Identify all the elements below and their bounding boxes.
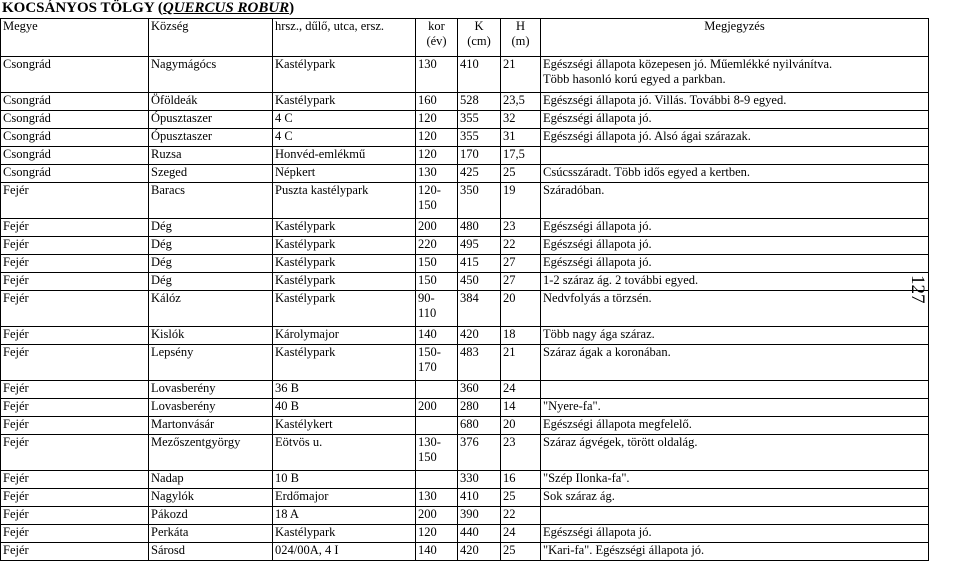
cell-kor: 130	[416, 57, 458, 93]
cell-hrsz: Kastélypark	[273, 291, 416, 327]
cell-megjegyzes: "Nyere-fa".	[541, 399, 929, 417]
table-row	[1, 93, 929, 111]
cell-k: 495	[458, 237, 501, 255]
cell-kozseg: Nadap	[149, 471, 273, 489]
cell-kor: 200	[416, 507, 458, 525]
cell-megjegyzes: Egészségi állapota jó.	[541, 255, 929, 273]
cell-hrsz: Kastélypark	[273, 237, 416, 255]
cell-hrsz: Kastélypark	[273, 219, 416, 237]
cell-h: 20	[501, 291, 541, 327]
cell-megye: Fejér	[1, 237, 149, 255]
cell-megye: Fejér	[1, 489, 149, 507]
title-main: KOCSÁNYOS TÖLGY (	[2, 0, 163, 16]
cell-megye: Fejér	[1, 435, 149, 471]
cell-k: 420	[458, 543, 501, 561]
table-row	[1, 183, 929, 219]
col-header-kozseg: Község	[149, 19, 273, 57]
cell-k: 355	[458, 111, 501, 129]
cell-kor: 120- 150	[416, 183, 458, 219]
cell-k: 330	[458, 471, 501, 489]
cell-kor: 130	[416, 489, 458, 507]
cell-kozseg: Kislók	[149, 327, 273, 345]
cell-hrsz: Kastélykert	[273, 417, 416, 435]
cell-hrsz: Kastélypark	[273, 525, 416, 543]
cell-kor: 120	[416, 525, 458, 543]
cell-kozseg: Szeged	[149, 165, 273, 183]
cell-k: 390	[458, 507, 501, 525]
col-header-megye: Megye	[1, 19, 149, 57]
title-latin-name: QUERCUS ROBUR	[162, 0, 290, 16]
table-row	[1, 219, 929, 237]
cell-hrsz: 4 C	[273, 129, 416, 147]
cell-kor: 120	[416, 111, 458, 129]
cell-hrsz: 10 B	[273, 471, 416, 489]
cell-kor: 150	[416, 273, 458, 291]
cell-megye: Fejér	[1, 255, 149, 273]
cell-kozseg: Martonvásár	[149, 417, 273, 435]
cell-megye: Fejér	[1, 507, 149, 525]
cell-megye: Fejér	[1, 327, 149, 345]
cell-kozseg: Lepsény	[149, 345, 273, 381]
cell-kor: 160	[416, 93, 458, 111]
cell-h: 27	[501, 273, 541, 291]
cell-kozseg: Lovasberény	[149, 399, 273, 417]
document-title	[2, 0, 294, 17]
cell-k: 528	[458, 93, 501, 111]
cell-k: 170	[458, 147, 501, 165]
cell-megjegyzes: Egészségi állapota jó.	[541, 111, 929, 129]
table-row	[1, 399, 929, 417]
cell-kozseg: Dég	[149, 219, 273, 237]
cell-hrsz: 40 B	[273, 399, 416, 417]
cell-kozseg: Mezőszentgyörgy	[149, 435, 273, 471]
cell-megjegyzes	[541, 381, 929, 399]
cell-k: 420	[458, 327, 501, 345]
cell-kozseg: Kálóz	[149, 291, 273, 327]
table-row	[1, 111, 929, 129]
cell-hrsz: Eötvös u.	[273, 435, 416, 471]
cell-kor: 200	[416, 219, 458, 237]
cell-megjegyzes: Egészségi állapota jó. Villás. További 8-9 egyed.	[541, 93, 929, 111]
cell-kozseg: Nagymágócs	[149, 57, 273, 93]
tree-register-table	[0, 18, 929, 561]
cell-k: 480	[458, 219, 501, 237]
cell-megjegyzes: Több nagy ága száraz.	[541, 327, 929, 345]
cell-kozseg: Sárosd	[149, 543, 273, 561]
table-row	[1, 543, 929, 561]
col-header-h: H (m)	[501, 19, 541, 57]
table-row	[1, 381, 929, 399]
cell-megye: Fejér	[1, 219, 149, 237]
cell-hrsz: Honvéd-emlékmű	[273, 147, 416, 165]
table-row	[1, 507, 929, 525]
cell-megjegyzes: Sok száraz ág.	[541, 489, 929, 507]
cell-hrsz: 18 A	[273, 507, 416, 525]
cell-kor	[416, 417, 458, 435]
cell-k: 280	[458, 399, 501, 417]
cell-kozseg: Ópusztaszer	[149, 129, 273, 147]
table-row	[1, 57, 929, 93]
cell-h: 27	[501, 255, 541, 273]
cell-h: 23,5	[501, 93, 541, 111]
cell-megye: Csongrád	[1, 165, 149, 183]
cell-megye: Csongrád	[1, 57, 149, 93]
cell-hrsz: 024/00A, 4 I	[273, 543, 416, 561]
cell-h: 24	[501, 525, 541, 543]
cell-hrsz: 4 C	[273, 111, 416, 129]
page-number: 127	[907, 275, 928, 304]
cell-megjegyzes	[541, 507, 929, 525]
cell-megye: Fejér	[1, 273, 149, 291]
cell-k: 680	[458, 417, 501, 435]
cell-h: 17,5	[501, 147, 541, 165]
table-row	[1, 129, 929, 147]
cell-kozseg: Dég	[149, 237, 273, 255]
cell-h: 22	[501, 237, 541, 255]
cell-megjegyzes: Egészségi állapota jó.	[541, 525, 929, 543]
cell-k: 440	[458, 525, 501, 543]
cell-megye: Csongrád	[1, 93, 149, 111]
table-row	[1, 525, 929, 543]
cell-megye: Csongrád	[1, 129, 149, 147]
cell-h: 22	[501, 507, 541, 525]
cell-h: 14	[501, 399, 541, 417]
cell-kor: 130	[416, 165, 458, 183]
cell-hrsz: Kastélypark	[273, 57, 416, 93]
cell-k: 410	[458, 57, 501, 93]
cell-h: 23	[501, 435, 541, 471]
cell-kor: 140	[416, 327, 458, 345]
cell-megjegyzes	[541, 147, 929, 165]
cell-kor: 120	[416, 129, 458, 147]
cell-kozseg: Ópusztaszer	[149, 111, 273, 129]
table-row	[1, 471, 929, 489]
cell-kor	[416, 471, 458, 489]
cell-h: 19	[501, 183, 541, 219]
title-close: )	[289, 0, 295, 16]
table-row	[1, 237, 929, 255]
cell-kor: 220	[416, 237, 458, 255]
cell-kor: 200	[416, 399, 458, 417]
col-header-k: K (cm)	[458, 19, 501, 57]
cell-kozseg: Dég	[149, 255, 273, 273]
cell-h: 21	[501, 57, 541, 93]
cell-hrsz: Erdőmajor	[273, 489, 416, 507]
cell-kor: 120	[416, 147, 458, 165]
cell-megye: Fejér	[1, 525, 149, 543]
cell-kor: 130- 150	[416, 435, 458, 471]
cell-kozseg: Pákozd	[149, 507, 273, 525]
cell-kor: 150- 170	[416, 345, 458, 381]
cell-h: 20	[501, 417, 541, 435]
cell-megye: Fejér	[1, 471, 149, 489]
cell-hrsz: 36 B	[273, 381, 416, 399]
cell-megye: Fejér	[1, 381, 149, 399]
cell-megye: Csongrád	[1, 111, 149, 129]
cell-hrsz: Kastélypark	[273, 345, 416, 381]
header-row	[1, 19, 929, 57]
cell-megjegyzes: Száraz ágak a koronában.	[541, 345, 929, 381]
table-row	[1, 165, 929, 183]
cell-megye: Csongrád	[1, 147, 149, 165]
cell-kor	[416, 381, 458, 399]
cell-k: 350	[458, 183, 501, 219]
cell-h: 18	[501, 327, 541, 345]
cell-hrsz: Népkert	[273, 165, 416, 183]
cell-kozseg: Lovasberény	[149, 381, 273, 399]
cell-megjegyzes: Egészségi állapota jó.	[541, 219, 929, 237]
cell-h: 21	[501, 345, 541, 381]
table-row	[1, 417, 929, 435]
cell-megjegyzes: Csúcsszáradt. Több idős egyed a kertben.	[541, 165, 929, 183]
cell-megjegyzes: Egészségi állapota jó. Alsó ágai szárazak.	[541, 129, 929, 147]
cell-megjegyzes: Nedvfolyás a törzsén.	[541, 291, 929, 327]
cell-h: 32	[501, 111, 541, 129]
cell-k: 483	[458, 345, 501, 381]
table-row	[1, 489, 929, 507]
cell-megye: Fejér	[1, 543, 149, 561]
cell-k: 410	[458, 489, 501, 507]
cell-h: 25	[501, 489, 541, 507]
table-row	[1, 291, 929, 327]
cell-h: 16	[501, 471, 541, 489]
table-row	[1, 273, 929, 291]
cell-megye: Fejér	[1, 399, 149, 417]
cell-h: 23	[501, 219, 541, 237]
cell-k: 376	[458, 435, 501, 471]
cell-megjegyzes: Egészségi állapota megfelelő.	[541, 417, 929, 435]
cell-kozseg: Ruzsa	[149, 147, 273, 165]
cell-h: 25	[501, 543, 541, 561]
cell-megye: Fejér	[1, 417, 149, 435]
cell-kozseg: Öföldeák	[149, 93, 273, 111]
cell-h: 31	[501, 129, 541, 147]
cell-megjegyzes: Száraz ágvégek, törött oldalág.	[541, 435, 929, 471]
cell-h: 24	[501, 381, 541, 399]
cell-hrsz: Kastélypark	[273, 93, 416, 111]
cell-k: 355	[458, 129, 501, 147]
cell-kor: 150	[416, 255, 458, 273]
cell-h: 25	[501, 165, 541, 183]
cell-megye: Fejér	[1, 183, 149, 219]
cell-megjegyzes: "Szép Ilonka-fa".	[541, 471, 929, 489]
cell-megye: Fejér	[1, 345, 149, 381]
cell-megjegyzes: Száradóban.	[541, 183, 929, 219]
cell-hrsz: Kastélypark	[273, 255, 416, 273]
cell-kozseg: Dég	[149, 273, 273, 291]
cell-megye: Fejér	[1, 291, 149, 327]
table-row	[1, 255, 929, 273]
cell-kozseg: Nagylók	[149, 489, 273, 507]
cell-hrsz: Puszta kastélypark	[273, 183, 416, 219]
table-row	[1, 147, 929, 165]
table-row	[1, 327, 929, 345]
cell-megjegyzes: "Kari-fa". Egészségi állapota jó.	[541, 543, 929, 561]
cell-k: 360	[458, 381, 501, 399]
cell-kor: 140	[416, 543, 458, 561]
table-row	[1, 435, 929, 471]
cell-hrsz: Kastélypark	[273, 273, 416, 291]
cell-kozseg: Baracs	[149, 183, 273, 219]
cell-k: 450	[458, 273, 501, 291]
cell-megjegyzes: 1-2 száraz ág. 2 további egyed.	[541, 273, 929, 291]
cell-megjegyzes: Egészségi állapota jó.	[541, 237, 929, 255]
cell-kozseg: Perkáta	[149, 525, 273, 543]
col-header-kor: kor (év)	[416, 19, 458, 57]
col-header-hrsz: hrsz., dűlő, utca, ersz.	[273, 19, 416, 57]
cell-kor: 90- 110	[416, 291, 458, 327]
table-row	[1, 345, 929, 381]
cell-hrsz: Károlymajor	[273, 327, 416, 345]
table-body	[1, 57, 929, 561]
col-header-megjegyzes: Megjegyzés	[541, 19, 929, 57]
cell-k: 425	[458, 165, 501, 183]
cell-k: 415	[458, 255, 501, 273]
cell-megjegyzes: Egészségi állapota közepesen jó. Műemlékké nyilvánítva. Több hasonló korú egyed a parkban.	[541, 57, 929, 93]
cell-k: 384	[458, 291, 501, 327]
